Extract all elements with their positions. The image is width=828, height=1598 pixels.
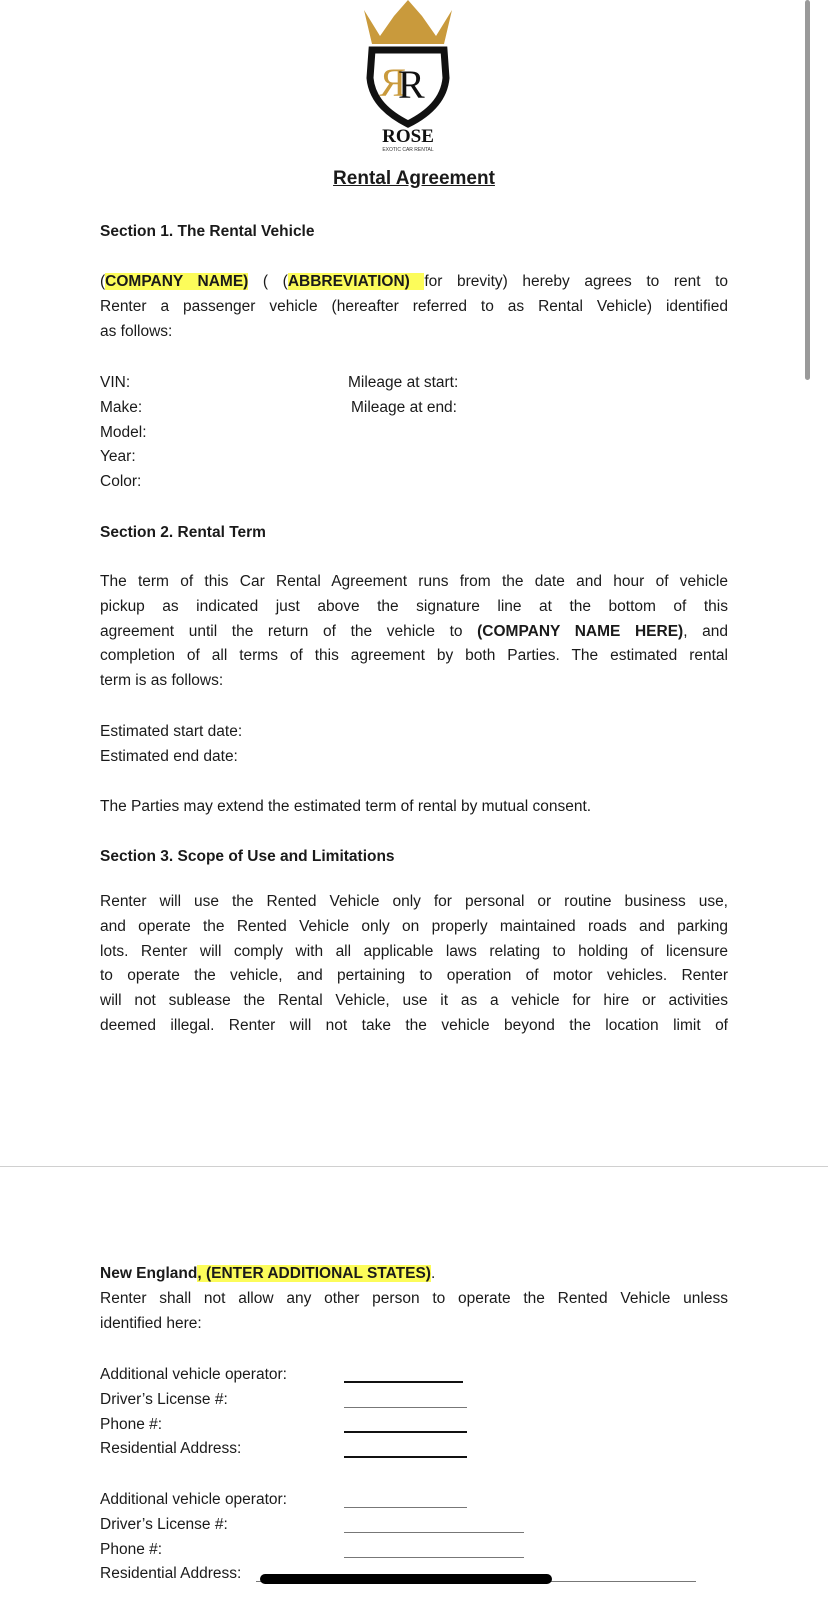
text-line: will not sublease the Rental Vehicle, use it as a vehicle for hire or activities xyxy=(100,992,728,1010)
text-line: Renter shall not allow any other person to operate the Rented Vehicle unless xyxy=(100,1289,728,1307)
vehicle-fields xyxy=(100,371,728,495)
text-line: term is as follows: xyxy=(100,672,224,690)
operator-1-fields xyxy=(100,1363,728,1462)
field-label: Additional vehicle operator: xyxy=(100,1491,287,1508)
section-1 xyxy=(100,220,728,245)
abbreviation-placeholder: ABBREVIATION) xyxy=(287,273,425,290)
blank-line[interactable] xyxy=(344,1507,467,1508)
text-line: completion of all terms of this agreement by both Parties. The estimated rental xyxy=(100,647,728,665)
field-label: Driver’s License #: xyxy=(100,1390,228,1408)
section-heading: Section 2. Rental Term xyxy=(100,524,266,541)
field-label: Phone #: xyxy=(100,1540,163,1558)
section-heading: Section 3. Scope of Use and Limitations xyxy=(100,848,395,865)
field-end-date: Estimated end date: xyxy=(100,747,238,765)
page-2-paragraph: New England, (ENTER ADDITIONAL STATES). Renter shall not allow any other person to operate the Rented Vehicle unless identified here: xyxy=(100,1262,728,1336)
field-color: Color: xyxy=(100,473,142,491)
text-line: (COMPANY NAME) ( (ABBREVIATION) for brevity) hereby agrees to rent to xyxy=(100,273,728,290)
text-line: to operate the vehicle, and pertaining to operation of motor vehicles. Renter xyxy=(100,967,728,985)
text-line: as follows: xyxy=(100,322,173,340)
field-mileage-end: Mileage at end: xyxy=(351,398,457,416)
field-vin: VIN: xyxy=(100,374,131,391)
text-line: Renter will use the Rented Vehicle only for personal or routine business use, xyxy=(100,893,728,910)
field-start-date: Estimated start date: xyxy=(100,723,243,740)
section-3-paragraph xyxy=(100,890,728,1039)
text-bold: New England xyxy=(100,1265,198,1282)
blank-line[interactable] xyxy=(344,1431,467,1433)
svg-text:R: R xyxy=(398,62,425,107)
section-heading: Section 1. The Rental Vehicle xyxy=(100,223,315,240)
redaction-mark xyxy=(260,1574,552,1584)
document-title: Rental Agreement xyxy=(333,168,495,189)
rose-logo xyxy=(358,0,458,155)
text-line: identified here: xyxy=(100,1314,202,1332)
field-label: Residential Address: xyxy=(100,1565,242,1583)
text-line: deemed illegal. Renter will not take the vehicle beyond the location limit of xyxy=(100,1016,728,1034)
blank-line[interactable] xyxy=(344,1381,463,1383)
svg-text:EXOTIC CAR RENTAL: EXOTIC CAR RENTAL xyxy=(382,147,434,153)
svg-text:ROSE: ROSE xyxy=(382,126,434,147)
blank-line[interactable] xyxy=(344,1407,467,1408)
svg-text:R: R xyxy=(379,60,406,105)
section-1-paragraph xyxy=(100,270,728,344)
operator-2-fields xyxy=(100,1488,728,1587)
additional-states-placeholder: , (ENTER ADDITIONAL STATES) xyxy=(197,1265,431,1282)
field-model: Model: xyxy=(100,423,147,441)
scrollbar[interactable] xyxy=(805,0,810,380)
field-label: Residential Address: xyxy=(100,1440,242,1458)
blank-line[interactable] xyxy=(344,1532,524,1533)
text-line: The Parties may extend the estimated term of rental by mutual consent. xyxy=(100,798,592,815)
text-line: agreement until the return of the vehicle to (COMPANY NAME HERE), and xyxy=(100,622,728,640)
blank-line[interactable] xyxy=(344,1456,467,1458)
text-line: pickup as indicated just above the signature line at the bottom of this xyxy=(100,597,728,615)
blank-line[interactable] xyxy=(344,1557,524,1558)
text-line: lots. Renter will comply with all applicable laws relating to holding of licensure xyxy=(100,942,728,960)
text-line: The term of this Car Rental Agreement runs from the date and hour of vehicle xyxy=(100,573,728,590)
page-break xyxy=(0,1166,828,1167)
company-name-placeholder: (COMPANY NAME HERE) xyxy=(477,622,684,640)
text-line: Renter a passenger vehicle (hereafter referred to as Rental Vehicle) identified xyxy=(100,297,728,315)
field-year: Year: xyxy=(100,448,136,466)
field-label: Additional vehicle operator: xyxy=(100,1366,287,1383)
field-mileage-start: Mileage at start: xyxy=(348,374,459,391)
field-label: Phone #: xyxy=(100,1415,163,1433)
text-line: and operate the Rented Vehicle only on properly maintained roads and parking xyxy=(100,917,728,935)
field-make: Make: xyxy=(100,398,143,416)
field-label: Driver’s License #: xyxy=(100,1515,228,1533)
company-name-placeholder: COMPANY NAME) xyxy=(105,273,249,290)
section-2-paragraph xyxy=(100,570,728,694)
